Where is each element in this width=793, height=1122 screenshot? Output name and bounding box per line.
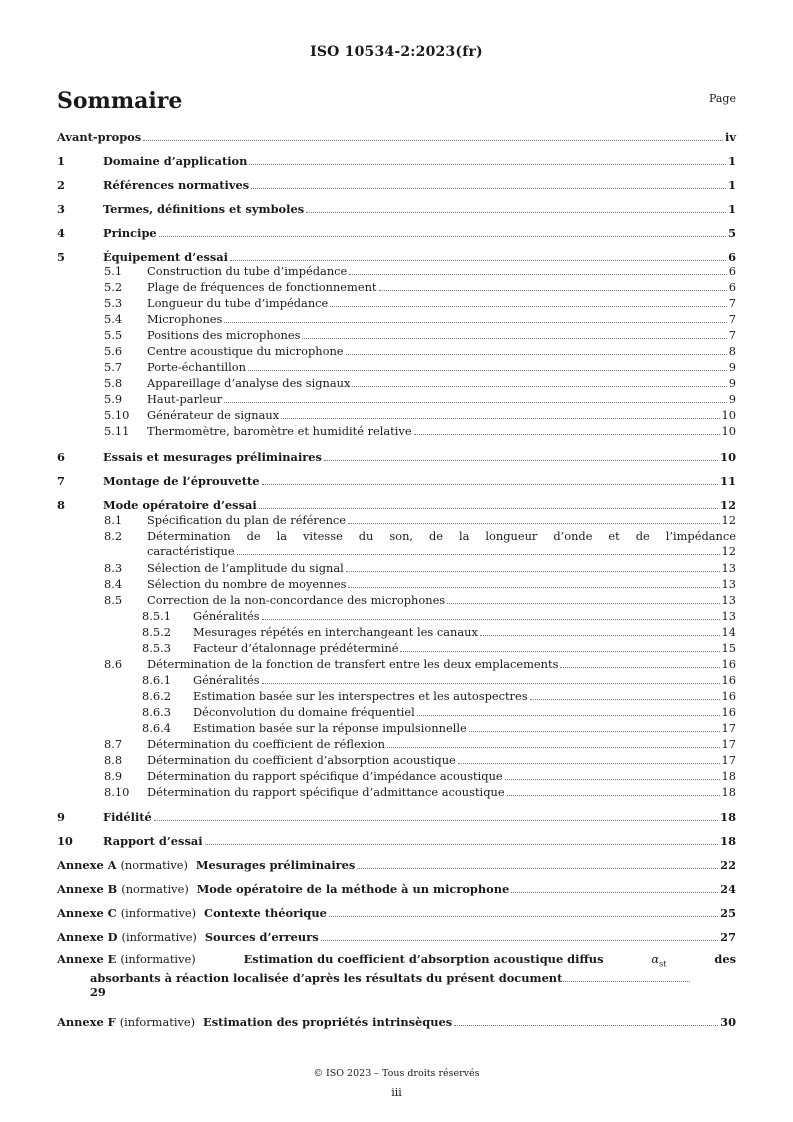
- toc-entry-number: 8.5.3: [142, 641, 171, 655]
- toc-entry-text: Détermination du coefficient d’absorption acoustique: [147, 753, 456, 767]
- toc-entry-text: Avant-propos: [57, 130, 142, 144]
- toc-entry-9[interactable]: [57, 811, 736, 824]
- toc-entry-number: 10: [57, 834, 73, 848]
- toc-entry-text: Plage de fréquences de fonctionnement: [147, 280, 377, 294]
- toc-entry-page: 18: [721, 769, 736, 783]
- annex-label: Annexe C: [57, 906, 117, 920]
- toc-entry-annex-a[interactable]: [57, 859, 736, 872]
- toc-entry-number: 8.5.1: [142, 609, 171, 623]
- toc-entry-5-6[interactable]: [57, 345, 736, 358]
- toc-entry-text: Haut-parleur: [147, 392, 223, 406]
- toc-entry-number: 8.6.2: [142, 689, 171, 703]
- toc-entry-page: 17: [721, 753, 736, 767]
- toc-entry-page: 13: [721, 561, 736, 575]
- toc-entry-page: 22: [720, 858, 736, 872]
- annex-label: Annexe A: [57, 858, 117, 872]
- toc-entry-text: Thermomètre, baromètre et humidité relative: [147, 424, 412, 438]
- toc-entry-8-5-2[interactable]: [57, 626, 736, 639]
- toc-entry-8-5-3[interactable]: [57, 642, 736, 655]
- toc-entry-8-6-3[interactable]: [57, 706, 736, 719]
- toc-entry-number: 2: [57, 178, 65, 192]
- toc-entry-number: 8.8: [104, 753, 123, 767]
- toc-entry-page: 16: [721, 673, 736, 687]
- toc-entry-number: 1: [57, 154, 65, 168]
- annex-kind: (informative): [120, 952, 196, 966]
- toc-entry-avant-propos[interactable]: [57, 131, 736, 144]
- toc-entry-4[interactable]: [57, 227, 736, 240]
- toc-entry-number: 5.10: [104, 408, 130, 422]
- toc-entry-page: 9: [728, 392, 736, 406]
- toc-entry-8-6[interactable]: [57, 658, 736, 671]
- alpha-symbol: α: [651, 952, 660, 966]
- toc-entry-number: 7: [57, 474, 65, 488]
- toc-entry-number: 8.9: [104, 769, 123, 783]
- toc-entry-number: 3: [57, 202, 65, 216]
- toc-entry-8-4[interactable]: [57, 578, 736, 591]
- toc-entry-number: 8.10: [104, 785, 130, 799]
- toc-entry-page: 9: [728, 360, 736, 374]
- toc-entry-text: Longueur du tube d’impédance: [147, 296, 329, 310]
- toc-entry-5-2[interactable]: [57, 281, 736, 294]
- toc-entry-page: 17: [721, 721, 736, 735]
- toc-entry-number: 8.3: [104, 561, 123, 575]
- toc-entry-5-5[interactable]: [57, 329, 736, 342]
- annex-kind: (normative): [121, 882, 189, 896]
- toc-entry-8-5-1[interactable]: [57, 610, 736, 623]
- toc-entry-number: 5.3: [104, 296, 123, 310]
- annex-label: Annexe B: [57, 882, 118, 896]
- toc-entry-1[interactable]: [57, 155, 736, 168]
- toc-entry-text: Généralités: [193, 609, 260, 623]
- toc-entry-8-3[interactable]: [57, 562, 736, 575]
- toc-entry-8-7[interactable]: [57, 738, 736, 751]
- toc-entry-text-line2: caractéristique: [147, 544, 235, 558]
- toc-entry-number: 8.6: [104, 657, 123, 671]
- annex-kind: (informative): [120, 906, 197, 920]
- toc-entry-annex-f[interactable]: [57, 1016, 736, 1029]
- toc-entry-text: Estimation basée sur les interspectres et les autospectres: [193, 689, 528, 703]
- toc-entry-page: 1: [728, 202, 736, 216]
- toc-entry-8-9[interactable]: [57, 770, 736, 783]
- page-column-label: Page: [708, 92, 736, 105]
- toc-entry-page: 12: [721, 544, 736, 558]
- toc-entry-number: 5.5: [104, 328, 123, 342]
- toc-entry-number: 8.2: [104, 529, 123, 543]
- annex-kind: (informative): [119, 1015, 196, 1029]
- toc-entry-2[interactable]: [57, 179, 736, 192]
- toc-entry-text-part1: Estimation du coefficient d’absorption acoustique diffus: [243, 952, 604, 966]
- toc-entry-text: Positions des microphones: [147, 328, 301, 342]
- toc-entry-text: Détermination du rapport spécifique d’admittance acoustique: [147, 785, 505, 799]
- toc-entry-5-10[interactable]: [57, 409, 736, 422]
- toc-entry-number: 4: [57, 226, 65, 240]
- toc-entry-page: iv: [725, 130, 736, 144]
- toc-entry-8-6-4[interactable]: [57, 722, 736, 735]
- toc-entry-number: 8.1: [104, 513, 123, 527]
- toc-entry-number: 8.6.1: [142, 673, 171, 687]
- toc-entry-annex-c[interactable]: [57, 907, 736, 920]
- alpha-subscript: st: [659, 959, 667, 969]
- toc-entry-page: 9: [728, 376, 736, 390]
- toc-entry-page: 25: [720, 906, 736, 920]
- toc-entry-text: Mesurages répétés en interchangeant les canaux: [193, 625, 478, 639]
- toc-entry-page: 30: [720, 1015, 736, 1029]
- toc-entry-text: Appareillage d’analyse des signaux: [147, 376, 351, 390]
- toc-entry-3[interactable]: [57, 203, 736, 216]
- toc-entry-text-line1: Détermination de la vitesse du son, de la longueur d’onde et de l’impédance: [147, 529, 736, 543]
- toc-entry-5-7[interactable]: [57, 361, 736, 374]
- toc-entry-text: Essais et mesurages préliminaires: [103, 450, 322, 464]
- toc-entry-text-line2: absorbants à réaction localisée d’après les résultats du présent document: [90, 971, 563, 986]
- toc-entry-8-2[interactable]: [57, 530, 736, 558]
- annex-kind: (informative): [121, 930, 197, 944]
- toc-entry-text: Générateur de signaux: [147, 408, 280, 422]
- toc-entry-page: 13: [721, 593, 736, 607]
- toc-entry-page: 16: [721, 689, 736, 703]
- toc-entry-page: 12: [720, 498, 736, 512]
- toc-entry-page: 13: [721, 577, 736, 591]
- toc-entry-number: 8.7: [104, 737, 123, 751]
- toc-entry-number: 5.2: [104, 280, 123, 294]
- toc-entry-10[interactable]: [57, 835, 736, 848]
- toc-entry-text: Estimation basée sur la réponse impulsionnelle: [193, 721, 467, 735]
- toc-entry-number: 5.11: [104, 424, 130, 438]
- toc-entry-annex-d[interactable]: [57, 931, 736, 944]
- annex-label: Annexe D: [57, 930, 118, 944]
- toc-entry-8-8[interactable]: [57, 754, 736, 767]
- toc-entry-6[interactable]: [57, 451, 736, 464]
- toc-title: Sommaire: [57, 88, 183, 114]
- toc-entry-text: Équipement d’essai: [103, 250, 228, 264]
- toc-entry-page: 16: [721, 705, 736, 719]
- toc-entry-text: Sources d’erreurs: [204, 930, 319, 944]
- toc-entry-text: Généralités: [193, 673, 260, 687]
- toc-entry-text: Mesurages préliminaires: [195, 858, 356, 872]
- toc-entry-text: Montage de l’éprouvette: [103, 474, 260, 488]
- toc-entry-page: 7: [728, 296, 736, 310]
- toc-entry-page: 7: [728, 328, 736, 342]
- toc-entry-page: 14: [721, 625, 736, 639]
- toc-entry-8[interactable]: [57, 499, 736, 512]
- toc-entry-text: Détermination du rapport spécifique d’impédance acoustique: [147, 769, 503, 783]
- toc-entry-page: 24: [720, 882, 736, 896]
- toc-entry-page: 10: [721, 408, 736, 422]
- toc-entry-text: Spécification du plan de référence: [147, 513, 347, 527]
- toc-entry-page: 7: [728, 312, 736, 326]
- toc-entry-text: Mode opératoire d’essai: [103, 498, 257, 512]
- toc-entry-text: Rapport d’essai: [103, 834, 203, 848]
- toc-entry-text: Fidélité: [103, 810, 152, 824]
- toc-entry-5-9[interactable]: [57, 393, 736, 406]
- toc-entry-number: 8.5.2: [142, 625, 171, 639]
- toc-entry-text: Références normatives: [103, 178, 250, 192]
- toc-entry-number: 5.6: [104, 344, 123, 358]
- toc-entry-8-6-2[interactable]: [57, 690, 736, 703]
- toc-entry-8-10[interactable]: [57, 786, 736, 799]
- toc-entry-text: Construction du tube d’impédance: [147, 264, 348, 278]
- toc-entry-page: 16: [721, 657, 736, 671]
- toc-entry-8-6-1[interactable]: [57, 674, 736, 687]
- toc-entry-page: 29: [90, 985, 106, 1000]
- toc-entry-page: 6: [728, 250, 736, 264]
- toc-entry-page: 12: [721, 513, 736, 527]
- toc-entry-number: 5.1: [104, 264, 123, 278]
- toc-entry-5-4[interactable]: [57, 313, 736, 326]
- toc-entry-page: 18: [721, 785, 736, 799]
- toc-entry-text: Domaine d’application: [103, 154, 248, 168]
- toc-entry-page: 13: [721, 609, 736, 623]
- toc-entry-text: Facteur d’étalonnage prédéterminé: [193, 641, 399, 655]
- toc-entry-text: Contexte théorique: [204, 906, 327, 920]
- annex-label: Annexe E: [57, 952, 117, 966]
- toc-entry-page: 1: [728, 154, 736, 168]
- toc-entry-page: 6: [728, 264, 736, 278]
- toc-entry-text: Détermination de la fonction de transfert entre les deux emplacements: [147, 657, 559, 671]
- toc-entry-text: Sélection du nombre de moyennes: [147, 577, 347, 591]
- toc-entry-number: 8.6.3: [142, 705, 171, 719]
- toc-entry-5[interactable]: [57, 251, 736, 264]
- toc-entry-number: 9: [57, 810, 65, 824]
- toc-entry-text: Sélection de l’amplitude du signal: [147, 561, 344, 575]
- toc-entry-page: 8: [728, 344, 736, 358]
- toc-entry-page: 18: [720, 834, 736, 848]
- toc-entry-text: Porte-échantillon: [147, 360, 246, 374]
- toc-entry-page: 18: [720, 810, 736, 824]
- toc-entry-5-11[interactable]: [57, 425, 736, 438]
- page-number: iii: [391, 1086, 402, 1099]
- toc-entry-page: 6: [728, 280, 736, 294]
- toc-entry-page: 1: [728, 178, 736, 192]
- toc-entry-number: 5: [57, 250, 65, 264]
- toc-entry-number: 5.7: [104, 360, 123, 374]
- toc-entry-number: 8.4: [104, 577, 123, 591]
- toc-entry-text: Mode opératoire de la méthode à un microphone: [196, 882, 510, 896]
- toc-entry-text: Principe: [103, 226, 157, 240]
- toc-entry-text: Estimation des propriétés intrinsèques: [203, 1015, 453, 1029]
- toc-entry-7[interactable]: [57, 475, 736, 488]
- toc-entry-page: 11: [720, 474, 736, 488]
- toc-entry-number: 5.4: [104, 312, 123, 326]
- toc-entry-page: 5: [728, 226, 736, 240]
- document-id-header: ISO 10534-2:2023(fr): [310, 44, 483, 60]
- toc-entry-text: Microphones: [147, 312, 223, 326]
- annex-label: Annexe F: [57, 1015, 116, 1029]
- copyright-notice: © ISO 2023 – Tous droits réservés: [313, 1068, 480, 1079]
- toc-entry-8-1[interactable]: [57, 514, 736, 527]
- toc-entry-page: 10: [720, 450, 736, 464]
- toc-entry-number: 6: [57, 450, 65, 464]
- toc-entry-number: 5.8: [104, 376, 123, 390]
- toc-entry-text: Centre acoustique du microphone: [147, 344, 344, 358]
- toc-entry-page: 17: [721, 737, 736, 751]
- toc-entry-text-part2: des: [714, 952, 736, 966]
- toc-entry-page: 15: [721, 641, 736, 655]
- toc-entry-text: Détermination du coefficient de réflexion: [147, 737, 385, 751]
- annex-kind: (normative): [120, 858, 188, 872]
- toc-entry-number: 8: [57, 498, 65, 512]
- toc-entry-5-1[interactable]: [57, 265, 736, 278]
- toc-entry-number: 8.5: [104, 593, 123, 607]
- toc-entry-page: 10: [721, 424, 736, 438]
- toc-entry-text: Termes, définitions et symboles: [103, 202, 305, 216]
- toc-entry-annex-b[interactable]: [57, 883, 736, 896]
- toc-entry-8-5[interactable]: [57, 594, 736, 607]
- toc-entry-text: Correction de la non-concordance des microphones: [147, 593, 446, 607]
- toc-entry-text: Déconvolution du domaine fréquentiel: [193, 705, 415, 719]
- toc-entry-annex-e[interactable]: [57, 953, 736, 999]
- toc-entry-number: 5.9: [104, 392, 123, 406]
- toc-entry-5-8[interactable]: [57, 377, 736, 390]
- toc-entry-5-3[interactable]: [57, 297, 736, 310]
- toc-entry-number: 8.6.4: [142, 721, 171, 735]
- toc-entry-page: 27: [720, 930, 736, 944]
